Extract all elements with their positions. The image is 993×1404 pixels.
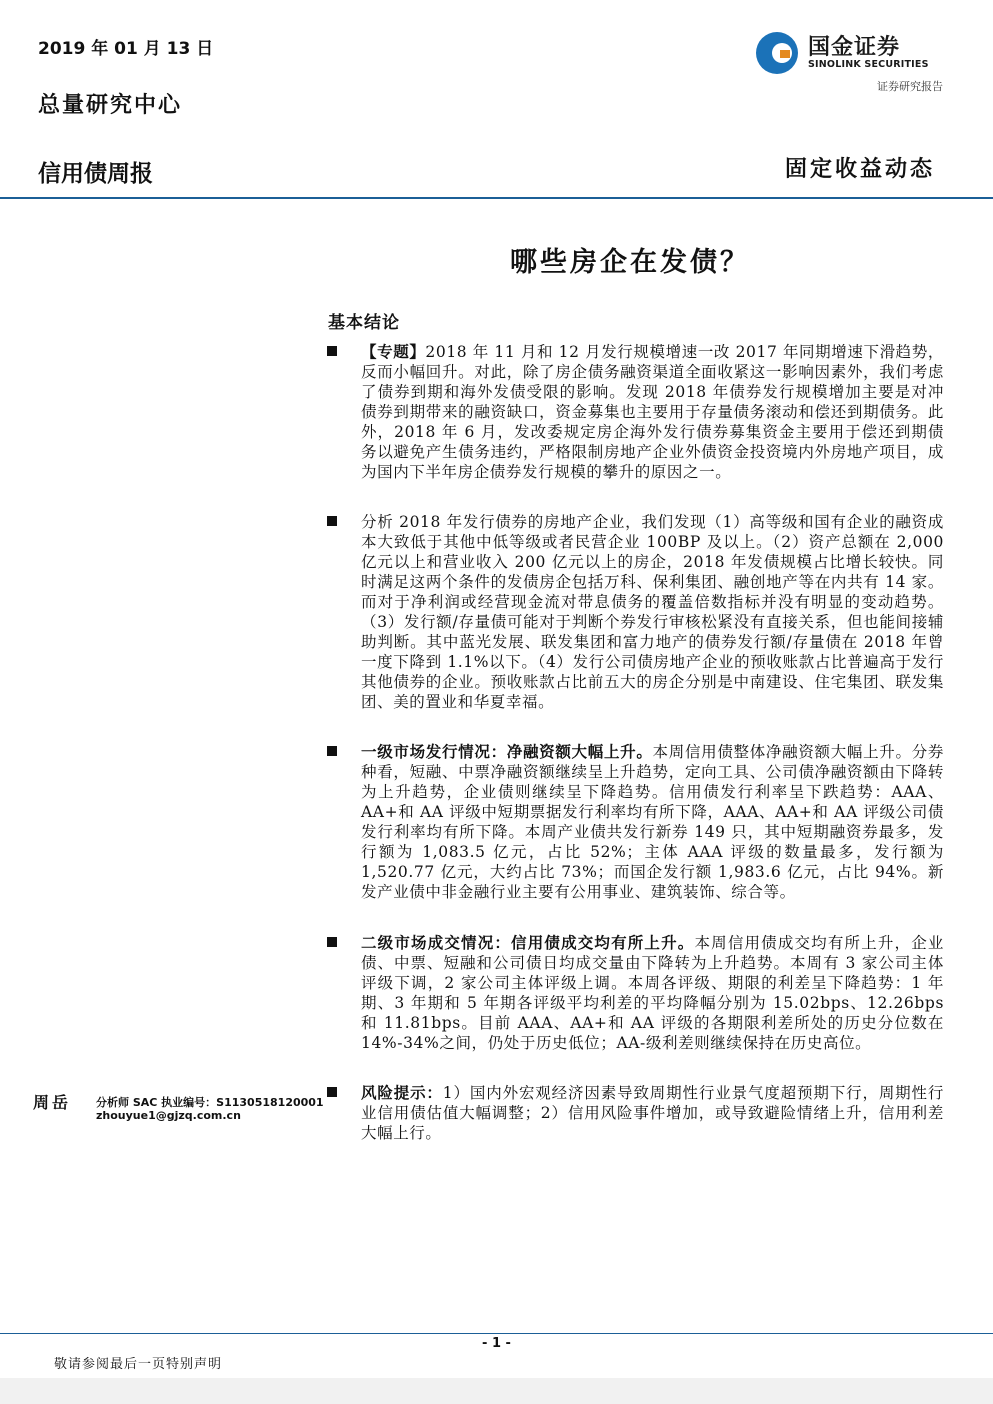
department-name: 总量研究中心	[38, 92, 183, 118]
conclusion-body: 2018 年 11 月和 12 月发行规模增速一改 2017 年同期增速下滑趋势，反而小幅回升。对此，除了房企债务融资渠道全面收紧这一影响因素外，我们考虑了债券到期和海外发债受限的影响。发现 2018 年债券发行规模增加主要是对冲债券到期带来的融资缺口，资金募集也主要用于存量债务滚动和偿还到期债务。此外，2018 年 6 月，发改委规定房企海外发行债券募集资金主要用于偿还到期债务以避免产生债务违约，严格限制房地产企业外债资金投资境内外房地产项目，成为国内下半年房企债券发行规模的攀升的原因之一。	[361, 343, 944, 481]
conclusion-body: 本周信用债整体净融资额大幅上升。分券种看，短融、中票净融资额继续呈上升趋势，定向工具、公司债净融资额由下降转为上升趋势，企业债则继续呈下降趋势。信用债发行利率呈下跌趋势：AAA、AA+和 AA 评级中短期票据发行利率均有所下降，AAA、AA+和 AA 评级公司债发行利率均有所下降。本周产业债共发行新券 149 只，其中短期融资券最多，发行额为 1,083.5 亿元，占比 52%；主体 AAA 评级的数量最多，发行额为 1,520.77 亿元，大约占比 73%；而国企发行额 1,983.6 亿元，占比 94%。新发产业债中非金融行业主要有公用事业、建筑装饰、综合等。	[361, 743, 944, 901]
analyst-name: 周岳	[33, 1093, 72, 1112]
conclusion-text	[361, 342, 944, 482]
conclusion-lead: 一级市场发行情况：净融资额大幅上升。	[361, 742, 653, 761]
conclusion-item	[324, 933, 944, 1053]
conclusion-text	[361, 1083, 944, 1143]
conclusion-text	[361, 742, 944, 902]
company-logo	[756, 30, 946, 78]
report-type: 信用债周报	[38, 161, 153, 187]
conclusion-body: 1）国内外宏观经济因素导致周期性行业景气度超预期下行，周期性行业信用债估值大幅调整；2）信用风险事件增加，或导致避险情绪上升，信用利差大幅上行。	[361, 1084, 944, 1142]
footer-divider	[0, 1333, 993, 1334]
conclusion-text	[361, 512, 944, 712]
page-number: - 1 -	[482, 1336, 511, 1351]
bullet-square-icon	[327, 746, 337, 756]
bullet-square-icon	[327, 937, 337, 947]
analyst-email[interactable]: zhouyue1@gjzq.com.cn	[96, 1109, 241, 1122]
logo-english-name: SINOLINK SECURITIES	[808, 59, 929, 70]
conclusion-lead: 风险提示：	[361, 1083, 443, 1102]
analyst-certification: 分析师 SAC 执业编号：S1130518120001	[96, 1096, 324, 1109]
conclusion-item	[324, 342, 944, 482]
footer-disclaimer: 敬请参阅最后一页特别声明	[54, 1357, 223, 1372]
logo-chinese-name: 国金证券	[808, 35, 901, 60]
conclusion-lead: 二级市场成交情况：信用债成交均有所上升。	[361, 933, 695, 952]
report-category: 证券研究报告	[877, 80, 943, 93]
conclusion-lead: 【专题】	[361, 342, 426, 361]
conclusion-item	[324, 512, 944, 712]
conclusion-item	[324, 1083, 944, 1143]
header-divider	[0, 197, 993, 199]
conclusion-text	[361, 933, 944, 1053]
bullet-square-icon	[327, 516, 337, 526]
report-title: 哪些房企在发债？	[510, 247, 750, 278]
conclusion-item	[324, 742, 944, 902]
bullet-square-icon	[327, 346, 337, 356]
conclusion-body: 分析 2018 年发行债券的房地产企业，我们发现（1）高等级和国有企业的融资成本大致低于其他中低等级或者民营企业 100BP 及以上。（2）资产总额在 2,000 亿元以上和营业收入 200 亿元以上的房企，2018 年发债规模占比增长较快。同时满足这两个条件的发债房企包括万科、保利集团、融创地产等在内共有 14 家。而对于净利润或经营现金流对带息债务的覆盖倍数指标并没有明显的变动趋势。（3）发行额/存量债可能对于判断个券发行审核松紧没有直接关系，但也能间接辅助判断。其中蓝光发展、联发集团和富力地产的债券发行额/存量债在 2018 年曾一度下降到 1.1%以下。（4）发行公司债房地产企业的预收账款占比普遍高于发行其他债券的企业。预收账款占比前五大的房企分别是中南建设、住宅集团、联发集团、美的置业和华夏幸福。	[361, 513, 944, 711]
report-date: 2019 年 01 月 13 日	[38, 39, 214, 59]
column-name: 固定收益动态	[784, 156, 935, 182]
bullet-square-icon	[327, 1087, 337, 1097]
section-title: 基本结论	[328, 313, 400, 333]
logo-emblem-icon	[756, 32, 798, 74]
bottom-margin-bar	[0, 1378, 993, 1404]
conclusion-body: 本周信用债成交均有所上升，企业债、中票、短融和公司债日均成交量由下降转为上升趋势。本周有 3 家公司主体评级下调，2 家公司主体评级上调。本周各评级、期限的利差呈下降趋势：1 年期、3 年期和 5 年期各评级平均利差的平均降幅分别为 15.02bps、12.26bps 和 11.81bps。目前 AAA、AA+和 AA 评级的各期限利差所处的历史分位数在 14%-34%之间，仍处于历史低位；AA-级利差则继续保持在历史高位。	[361, 934, 944, 1052]
